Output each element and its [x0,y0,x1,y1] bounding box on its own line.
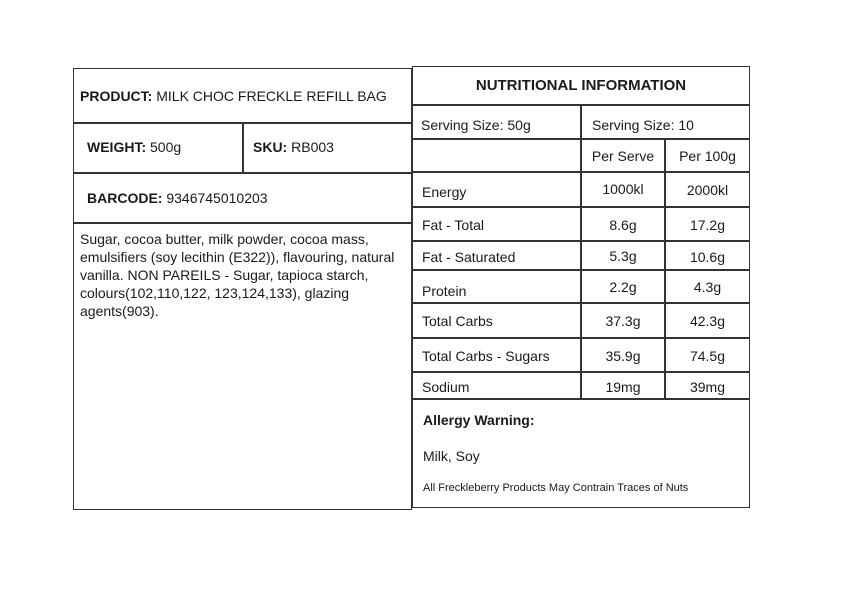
allergy-items: Milk, Soy [423,448,480,464]
barcode-value: 9346745010203 [166,190,268,206]
barcode-row [87,190,268,206]
row-per-100g: 39mg [689,379,726,395]
weight-row [87,139,181,155]
allergy-title: Allergy Warning: [423,412,535,428]
sku-value: RB003 [291,139,334,155]
row-name: Energy [422,184,467,200]
product-row [80,88,387,104]
row-per-100g: 10.6g [689,249,726,265]
row-per-serve: 5.3g [609,248,637,264]
barcode-label: BARCODE: [87,190,163,206]
nutrition-title: NUTRITIONAL INFORMATION [475,77,687,94]
row-per-100g: 42.3g [689,313,726,329]
divider [242,122,244,173]
allergy-note: All Freckleberry Products May Contrain Traces of Nuts [423,482,689,494]
row-name: Fat - Total [422,217,484,233]
col-per-100g: Per 100g [679,148,736,164]
row-per-serve: 19mg [605,379,641,395]
row-name: Fat - Saturated [422,249,516,265]
row-per-serve: 35.9g [605,348,641,364]
row-per-serve: 1000kl [602,181,644,197]
serving-size: Serving Size: 50g [421,117,531,133]
row-per-100g: 17.2g [689,217,726,233]
row-per-serve: 37.3g [605,313,641,329]
divider [73,222,412,224]
row-per-100g: 4.3g [693,279,722,295]
row-name: Total Carbs [422,313,493,329]
row-name: Sodium [422,379,470,395]
row-per-serve: 8.6g [609,217,637,233]
sku-label: SKU: [253,139,288,155]
col-per-serve: Per Serve [591,148,655,164]
row-name: Protein [422,283,467,299]
row-per-serve: 2.2g [609,279,637,295]
ingredients-text: Sugar, cocoa butter, milk powder, cocoa mass, emulsifiers (soy lecithin (E322)), flavouring, natural vanilla. NON PAREILS - Sugar, tapioca starch, colours(102,110,122, 123,124,133), glazing agents(903). [80,231,395,319]
servings-per-pack: Serving Size: 10 [592,117,694,133]
row-per-100g: 74.5g [689,348,726,364]
product-label: PRODUCT: [80,88,153,104]
weight-value: 500g [150,139,182,155]
row-name: Total Carbs - Sugars [422,348,550,364]
row-per-100g: 2000kl [686,182,729,198]
product-value: MILK CHOC FRECKLE REFILL BAG [156,88,387,104]
sku-row [253,139,334,155]
weight-label: WEIGHT: [87,139,147,155]
